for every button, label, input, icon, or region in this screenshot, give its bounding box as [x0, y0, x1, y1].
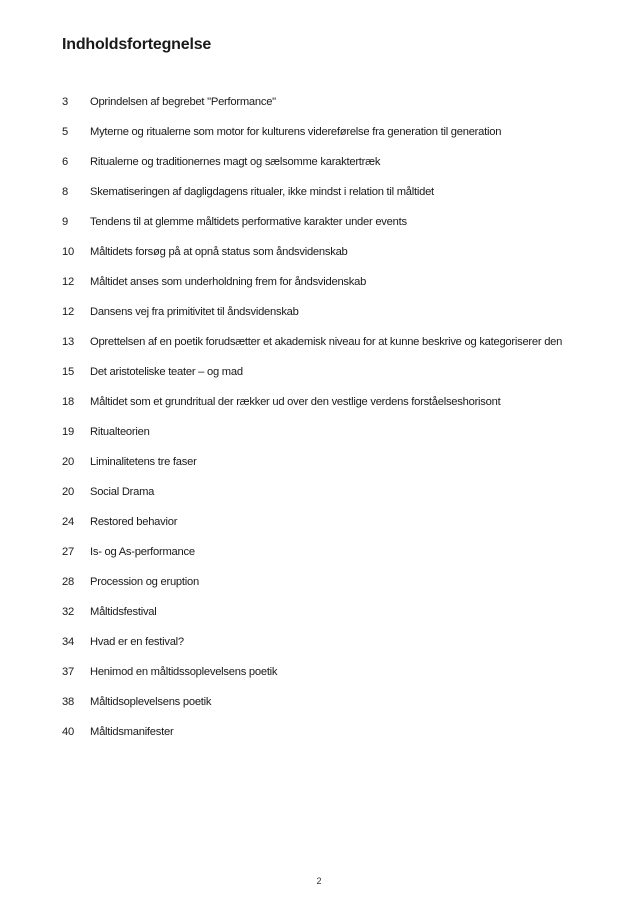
toc-entry-title: Måltidet anses som underholdning frem for åndsvidenskab — [90, 276, 367, 288]
toc-entry[interactable] — [62, 546, 602, 576]
toc-entry-page: 6 — [62, 156, 68, 168]
toc-entry-title: Oprindelsen af begrebet "Performance" — [90, 96, 276, 108]
toc-entry-page: 40 — [62, 726, 74, 738]
toc-entry-page: 34 — [62, 636, 74, 648]
toc-entry-page: 12 — [62, 306, 74, 318]
toc-entry[interactable] — [62, 366, 602, 396]
toc-entry-title: Ritualerne og traditionernes magt og sælsomme karaktertræk — [90, 156, 381, 168]
toc-entry-page: 27 — [62, 546, 74, 558]
toc-entry-page: 13 — [62, 336, 74, 348]
toc-entry-title: Liminalitetens tre faser — [90, 456, 197, 468]
toc-entry-page: 24 — [62, 516, 74, 528]
toc-entry-page: 38 — [62, 696, 74, 708]
toc-entry[interactable] — [62, 126, 602, 156]
toc-entry-page: 32 — [62, 606, 74, 618]
toc-entry-title: Måltidsfestival — [90, 606, 157, 618]
toc-entry[interactable] — [62, 276, 602, 306]
toc-entry[interactable] — [62, 726, 602, 756]
toc-entry[interactable] — [62, 636, 602, 666]
table-of-contents — [62, 96, 602, 756]
toc-entry[interactable] — [62, 186, 602, 216]
toc-entry-title: Ritualteorien — [90, 426, 150, 438]
toc-entry-title: Hvad er en festival? — [90, 636, 184, 648]
toc-entry-title: Procession og eruption — [90, 576, 199, 588]
toc-entry-page: 3 — [62, 96, 68, 108]
toc-entry[interactable] — [62, 576, 602, 606]
toc-entry-page: 9 — [62, 216, 68, 228]
toc-entry-title: Måltidet som et grundritual der rækker ud over den vestlige verdens forståelseshorisont — [90, 396, 501, 408]
toc-entry-title: Restored behavior — [90, 516, 178, 528]
toc-entry[interactable] — [62, 96, 602, 126]
toc-entry-title: Social Drama — [90, 486, 155, 498]
toc-entry[interactable] — [62, 456, 602, 486]
toc-entry[interactable] — [62, 156, 602, 186]
toc-entry-title: Dansens vej fra primitivitet til åndsvidenskab — [90, 306, 299, 318]
toc-entry-page: 18 — [62, 396, 74, 408]
toc-entry-page: 8 — [62, 186, 68, 198]
toc-entry-title: Tendens til at glemme måltidets performative karakter under events — [90, 216, 407, 228]
toc-entry-title: Måltidsmanifester — [90, 726, 174, 738]
toc-entry[interactable] — [62, 426, 602, 456]
toc-entry[interactable] — [62, 516, 602, 546]
toc-entry-title: Is- og As-performance — [90, 546, 195, 558]
toc-entry-title: Skematiseringen af dagligdagens ritualer, ikke mindst i relation til måltidet — [90, 186, 434, 198]
toc-entry-title: Måltidets forsøg på at opnå status som åndsvidenskab — [90, 246, 348, 258]
toc-entry-title: Det aristoteliske teater – og mad — [90, 366, 243, 378]
toc-entry-page: 19 — [62, 426, 74, 438]
toc-entry[interactable] — [62, 216, 602, 246]
toc-entry-page: 37 — [62, 666, 74, 678]
toc-entry-page: 10 — [62, 246, 74, 258]
toc-entry[interactable] — [62, 396, 602, 426]
toc-entry[interactable] — [62, 246, 602, 276]
toc-entry[interactable] — [62, 306, 602, 336]
toc-entry[interactable] — [62, 606, 602, 636]
toc-entry[interactable] — [62, 666, 602, 696]
toc-entry-page: 12 — [62, 276, 74, 288]
toc-entry-title: Oprettelsen af en poetik forudsætter et akademisk niveau for at kunne beskrive og kategoriserer den — [90, 336, 563, 348]
toc-entry[interactable] — [62, 486, 602, 516]
toc-entry-page: 20 — [62, 456, 74, 468]
toc-entry-page: 20 — [62, 486, 74, 498]
toc-entry[interactable] — [62, 696, 602, 726]
toc-entry-title: Måltidsoplevelsens poetik — [90, 696, 212, 708]
toc-entry-page: 28 — [62, 576, 74, 588]
page-number: 2 — [316, 876, 322, 886]
page-title: Indholdsfortegnelse — [62, 36, 212, 53]
toc-entry-page: 5 — [62, 126, 68, 138]
toc-entry-page: 15 — [62, 366, 74, 378]
toc-entry-title: Henimod en måltidssoplevelsens poetik — [90, 666, 278, 678]
toc-entry[interactable] — [62, 336, 602, 366]
toc-entry-title: Myterne og ritualerne som motor for kulturens videreførelse fra generation til generation — [90, 126, 502, 138]
